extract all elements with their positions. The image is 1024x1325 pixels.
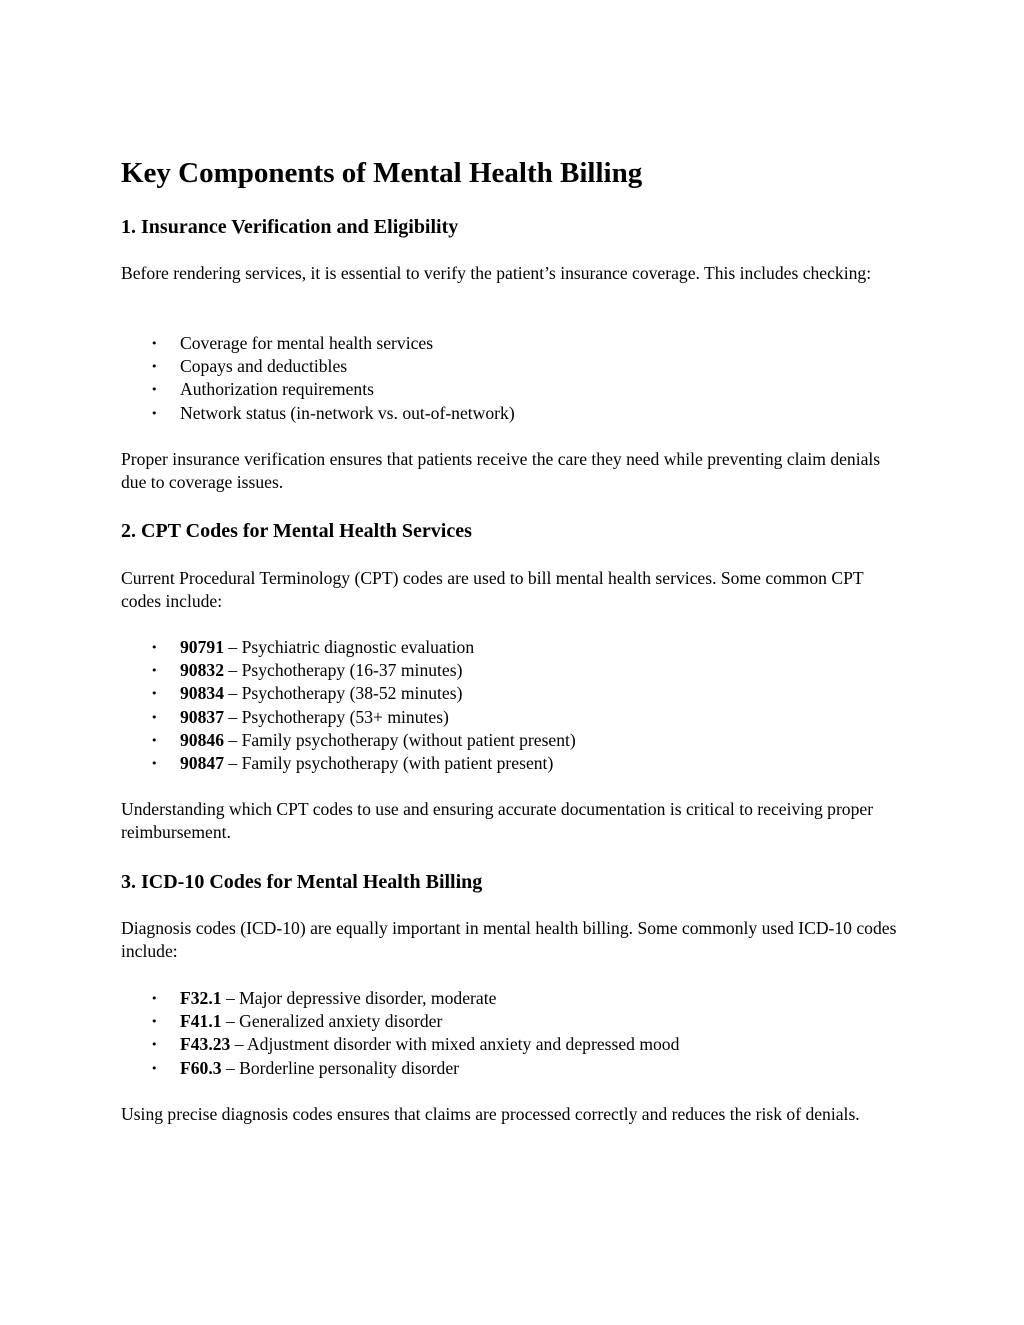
list-item [121, 659, 576, 682]
code-label: 90846 [180, 729, 224, 750]
section-outro-paragraph: Proper insurance verification ensures that patients receive the care they need while preventing claim denials due to coverage issues. [121, 449, 881, 493]
list-item [121, 355, 515, 378]
icd10-code-list [121, 987, 679, 1080]
code-label: 90847 [180, 753, 224, 774]
section-outro-paragraph: Using precise diagnosis codes ensures that claims are processed correctly and reduces the risk of denials. [121, 1104, 860, 1124]
code-description: – Borderline personality disorder [221, 1057, 460, 1078]
list-item [121, 752, 576, 775]
section-intro-paragraph: Diagnosis codes (ICD-10) are equally important in mental health billing. Some commonly used ICD-10 codes include: [121, 918, 897, 962]
section-heading-insurance-verification: 1. Insurance Verification and Eligibility [121, 216, 459, 238]
bullet-icon: • [151, 406, 158, 420]
bullet-icon: • [151, 641, 158, 654]
code-description: – Psychotherapy (16-37 minutes) [223, 660, 463, 681]
code-description: – Adjustment disorder with mixed anxiety and depressed mood [230, 1034, 680, 1055]
list-item [121, 729, 576, 752]
code-description: – Generalized anxiety disorder [221, 1011, 443, 1032]
section-heading-icd10-codes: 3. ICD-10 Codes for Mental Health Billing [121, 871, 483, 893]
list-item-text: Authorization requirements [180, 379, 374, 400]
code-label: F41.1 [180, 1011, 222, 1032]
bullet-icon: • [151, 1038, 158, 1052]
section-intro-paragraph: Current Procedural Terminology (CPT) codes are used to bill mental health services. Some common CPT codes include: [121, 568, 864, 612]
code-label: F43.23 [180, 1034, 231, 1055]
bullet-icon: • [151, 710, 158, 724]
bullet-icon: • [151, 733, 158, 747]
section-intro-paragraph: Before rendering services, it is essential to verify the patient’s insurance coverage. This includes checking: [121, 263, 872, 283]
bullet-icon: • [151, 337, 158, 350]
code-description: – Psychotherapy (38-52 minutes) [223, 683, 463, 704]
bullet-icon: • [151, 757, 158, 771]
list-item [121, 332, 515, 355]
bullet-icon: • [151, 664, 158, 678]
list-item [121, 1057, 679, 1080]
list-item [121, 1010, 679, 1033]
bullet-icon: • [151, 1061, 158, 1075]
code-description: – Major depressive disorder, moderate [221, 988, 497, 1008]
code-description: – Psychotherapy (53+ minutes) [223, 706, 449, 727]
code-label: 90834 [180, 683, 224, 704]
code-description: – Family psychotherapy (without patient present) [223, 729, 576, 750]
code-label: 90837 [180, 706, 224, 727]
section-heading-cpt-codes: 2. CPT Codes for Mental Health Services [121, 520, 472, 542]
code-description: – Family psychotherapy (with patient present) [223, 753, 554, 774]
list-item [121, 706, 576, 729]
insurance-check-list [121, 332, 515, 425]
list-item-text: Copays and deductibles [180, 356, 348, 377]
list-item [121, 682, 576, 705]
section-outro-paragraph: Understanding which CPT codes to use and ensuring accurate documentation is critical to receiving proper reimbursement. [121, 799, 874, 843]
cpt-code-list [121, 636, 576, 775]
bullet-icon: • [151, 992, 158, 1005]
list-item [121, 1033, 679, 1056]
bullet-icon: • [151, 383, 158, 397]
code-label: 90832 [180, 660, 224, 681]
code-description: – Psychiatric diagnostic evaluation [223, 637, 475, 657]
bullet-icon: • [151, 360, 158, 374]
list-item-text: Coverage for mental health services [180, 333, 434, 353]
code-label: F32.1 [180, 988, 222, 1008]
list-item-text: Network status (in-network vs. out-of-network) [180, 402, 515, 423]
list-item [121, 402, 515, 425]
bullet-icon: • [151, 687, 158, 701]
list-item [121, 378, 515, 401]
page-title: Key Components of Mental Health Billing [121, 157, 643, 189]
list-item [121, 636, 576, 659]
bullet-icon: • [151, 1015, 158, 1029]
list-item [121, 987, 679, 1010]
code-label: 90791 [180, 637, 224, 657]
code-label: F60.3 [180, 1057, 222, 1078]
